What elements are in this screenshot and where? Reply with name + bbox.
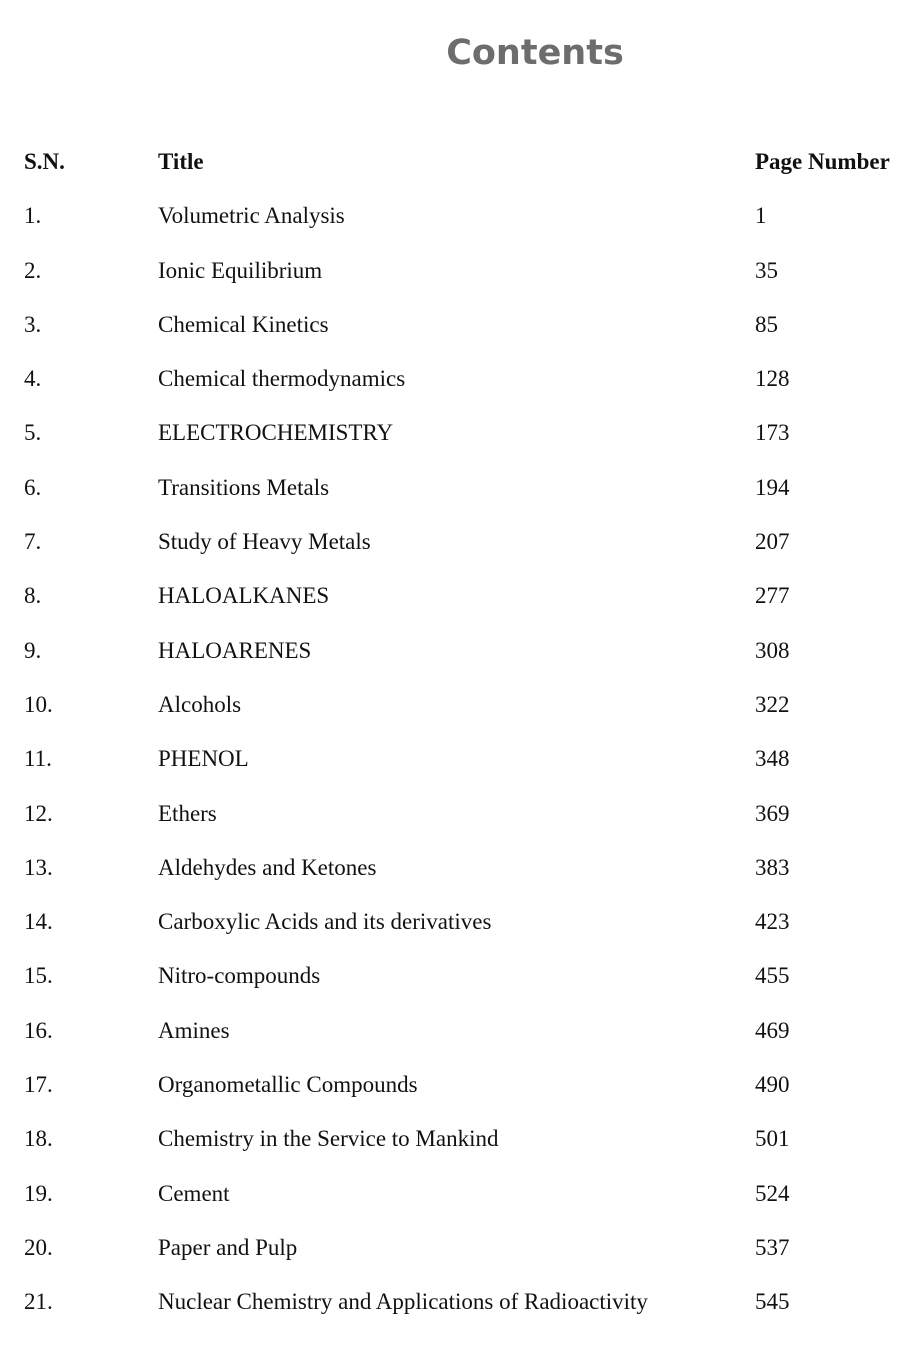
serial-number-cell: 17. bbox=[24, 1072, 53, 1098]
chapter-title-cell: HALOARENES bbox=[158, 637, 312, 663]
page-number-cell: 524 bbox=[755, 1180, 790, 1206]
serial-number-cell: 1. bbox=[24, 203, 42, 229]
table-row bbox=[0, 301, 924, 355]
serial-number-cell: 15. bbox=[24, 963, 53, 989]
chapter-title-cell: Nuclear Chemistry and Applications of Radioactivity bbox=[158, 1289, 648, 1315]
table-row bbox=[0, 844, 924, 898]
contents-table bbox=[0, 138, 924, 1333]
chapter-title-cell: Study of Heavy Metals bbox=[158, 529, 371, 555]
chapter-title-cell: Ethers bbox=[158, 800, 217, 826]
chapter-title-cell: Alcohols bbox=[158, 691, 242, 717]
page-number-cell: 277 bbox=[755, 583, 790, 609]
serial-number-cell: 20. bbox=[24, 1234, 53, 1260]
page-number-cell: 322 bbox=[755, 691, 790, 717]
page-number-cell: 423 bbox=[755, 909, 790, 935]
header-serial-number: S.N. bbox=[24, 149, 65, 174]
header-page-number: Page Number bbox=[755, 149, 890, 174]
chapter-title-cell: Carboxylic Acids and its derivatives bbox=[158, 909, 492, 935]
page-number-cell: 501 bbox=[755, 1126, 790, 1152]
table-row bbox=[0, 790, 924, 844]
page-number-cell: 348 bbox=[755, 746, 790, 772]
table-row bbox=[0, 1224, 924, 1278]
serial-number-cell: 7. bbox=[24, 529, 42, 555]
table-row bbox=[0, 192, 924, 246]
chapter-title-cell: Cement bbox=[158, 1180, 230, 1206]
serial-number-cell: 18. bbox=[24, 1126, 53, 1152]
table-row bbox=[0, 409, 924, 463]
serial-number-cell: 5. bbox=[24, 420, 42, 446]
serial-number-cell: 19. bbox=[24, 1180, 53, 1206]
table-row bbox=[0, 1278, 924, 1332]
page-number-cell: 308 bbox=[755, 637, 790, 663]
serial-number-cell: 3. bbox=[24, 311, 42, 337]
serial-number-cell: 16. bbox=[24, 1017, 53, 1043]
table-row bbox=[0, 464, 924, 518]
page-number-cell: 173 bbox=[755, 420, 790, 446]
table-header-row bbox=[0, 138, 924, 192]
page-title: Contents bbox=[446, 33, 624, 73]
table-row bbox=[0, 1115, 924, 1169]
table-row bbox=[0, 1061, 924, 1115]
chapter-title-cell: Transitions Metals bbox=[158, 474, 330, 500]
table-row bbox=[0, 1007, 924, 1061]
table-row bbox=[0, 518, 924, 572]
page-number-cell: 35 bbox=[755, 257, 778, 283]
serial-number-cell: 6. bbox=[24, 474, 42, 500]
chapter-title-cell: Volumetric Analysis bbox=[158, 203, 345, 229]
serial-number-cell: 9. bbox=[24, 637, 42, 663]
table-row bbox=[0, 572, 924, 626]
page-number-cell: 194 bbox=[755, 474, 790, 500]
chapter-title-cell: ELECTROCHEMISTRY bbox=[158, 420, 394, 446]
chapter-title-cell: Chemical thermodynamics bbox=[158, 366, 406, 392]
page-number-cell: 383 bbox=[755, 854, 790, 880]
chapter-title-cell: Aldehydes and Ketones bbox=[158, 854, 377, 880]
chapter-title-cell: Amines bbox=[158, 1017, 230, 1043]
page-number-cell: 545 bbox=[755, 1289, 790, 1315]
serial-number-cell: 12. bbox=[24, 800, 53, 826]
table-row bbox=[0, 1170, 924, 1224]
chapter-title-cell: Chemical Kinetics bbox=[158, 311, 329, 337]
page-number-cell: 1 bbox=[755, 203, 767, 229]
page-number-cell: 369 bbox=[755, 800, 790, 826]
chapter-title-cell: PHENOL bbox=[158, 746, 249, 772]
table-row bbox=[0, 247, 924, 301]
chapter-title-cell: Paper and Pulp bbox=[158, 1234, 298, 1260]
chapter-title-cell: Nitro-compounds bbox=[158, 963, 321, 989]
table-row bbox=[0, 355, 924, 409]
page-number-cell: 469 bbox=[755, 1017, 790, 1043]
serial-number-cell: 11. bbox=[24, 746, 52, 772]
serial-number-cell: 4. bbox=[24, 366, 42, 392]
page-number-cell: 537 bbox=[755, 1234, 790, 1260]
chapter-title-cell: Chemistry in the Service to Mankind bbox=[158, 1126, 499, 1152]
table-row bbox=[0, 952, 924, 1006]
chapter-title-cell: Ionic Equilibrium bbox=[158, 257, 323, 283]
serial-number-cell: 13. bbox=[24, 854, 53, 880]
serial-number-cell: 2. bbox=[24, 257, 42, 283]
table-row bbox=[0, 735, 924, 789]
page-number-cell: 490 bbox=[755, 1072, 790, 1098]
serial-number-cell: 14. bbox=[24, 909, 53, 935]
chapter-title-cell: HALOALKANES bbox=[158, 583, 330, 609]
serial-number-cell: 21. bbox=[24, 1289, 53, 1315]
chapter-title-cell: Organometallic Compounds bbox=[158, 1072, 418, 1098]
table-row bbox=[0, 681, 924, 735]
serial-number-cell: 8. bbox=[24, 583, 42, 609]
table-row bbox=[0, 627, 924, 681]
page-number-cell: 85 bbox=[755, 311, 778, 337]
table-row bbox=[0, 898, 924, 952]
page-number-cell: 128 bbox=[755, 366, 790, 392]
table-body bbox=[0, 192, 924, 1332]
header-title: Title bbox=[158, 149, 204, 174]
page-number-cell: 455 bbox=[755, 963, 790, 989]
page-number-cell: 207 bbox=[755, 529, 790, 555]
serial-number-cell: 10. bbox=[24, 691, 53, 717]
